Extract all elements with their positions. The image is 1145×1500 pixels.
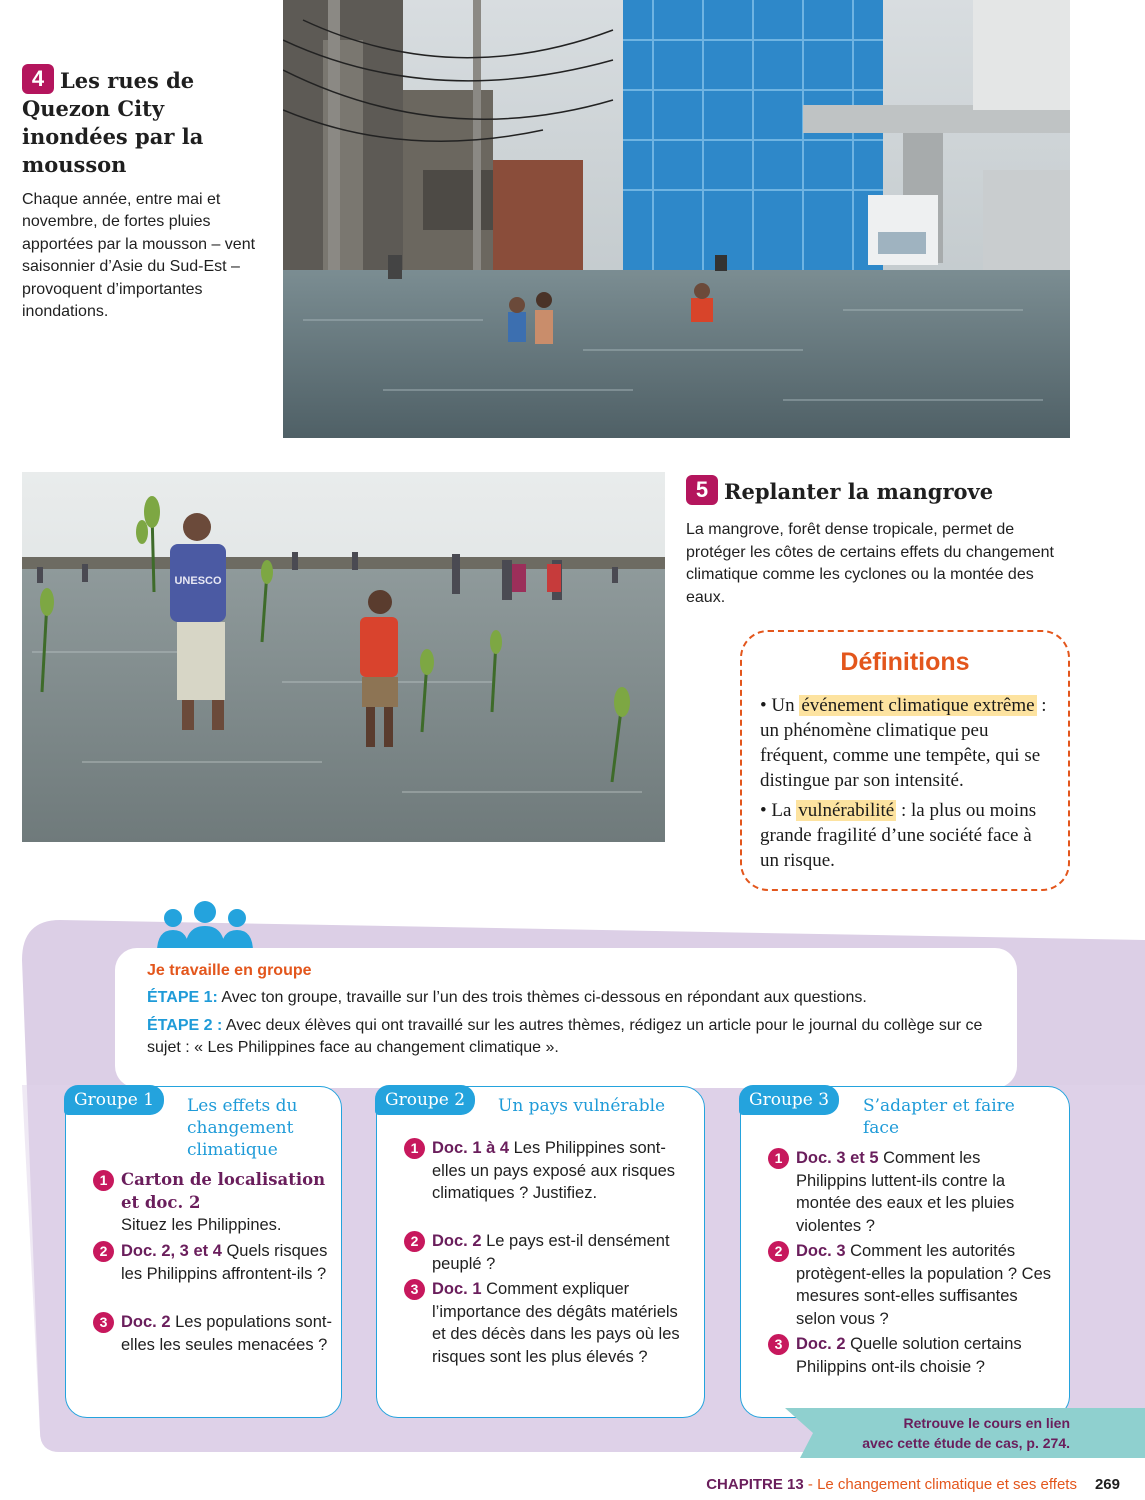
- question-reference: Doc. 2: [796, 1335, 846, 1353]
- group-1-title: Les effets du changement climatique: [187, 1096, 298, 1160]
- question-reference: Doc. 2: [121, 1313, 171, 1331]
- question-number: 1: [768, 1148, 789, 1169]
- question-text: Comment les autorités protègent-elles la population ? Ces mesures sont-elles suffisantes selon vous ?: [796, 1242, 1052, 1328]
- question-text: Comment les Philippins luttent-ils contre la montée des eaux et les pluies violentes ?: [796, 1149, 1015, 1235]
- group-1-tab: Groupe 1: [64, 1085, 164, 1115]
- footer-topic: Le changement climatique et ses effets: [817, 1476, 1077, 1493]
- page-footer: [600, 1476, 1120, 1493]
- question-number: 3: [93, 1312, 114, 1333]
- doc5-caption: [686, 475, 1066, 609]
- question-reference: Doc. 1 à 4: [432, 1139, 510, 1157]
- definition-text: : la plus ou moins grande fragilité d’une société face à un risque.: [760, 800, 1037, 871]
- doc5-title: Replanter la mangrove: [724, 479, 994, 504]
- flood-photo: [283, 0, 1070, 438]
- question-reference: Doc. 3: [796, 1242, 846, 1260]
- definition-item: [760, 798, 1050, 873]
- definitions-title: Définitions: [840, 648, 970, 676]
- question-reference: Doc. 2, 3 et 4: [121, 1242, 222, 1260]
- doc4-caption: [22, 64, 272, 323]
- group-2-question-1: [410, 1137, 682, 1205]
- question-number: 2: [93, 1241, 114, 1262]
- group-people-icon: [155, 900, 255, 952]
- definition-item: [760, 693, 1050, 793]
- definition-term: événement climatique extrême: [801, 695, 1035, 716]
- group-3-question-1: [774, 1147, 1051, 1237]
- step-1: [147, 987, 987, 1009]
- question-reference: Doc. 2: [432, 1232, 482, 1250]
- group-2-question-3: [410, 1278, 682, 1368]
- question-reference: Doc. 1: [432, 1280, 482, 1298]
- doc5-number-badge: 5: [686, 475, 718, 505]
- group-2-tab: Groupe 2: [375, 1085, 475, 1115]
- group-2-card: [376, 1086, 705, 1418]
- course-link-text[interactable]: [800, 1413, 1070, 1453]
- group-2-question-2: [410, 1230, 682, 1275]
- question-number: 3: [768, 1334, 789, 1355]
- definitions-box: [740, 630, 1070, 891]
- doc4-number-badge: 4: [22, 64, 54, 94]
- group-2-title: Un pays vulnérable: [498, 1096, 666, 1116]
- group-3-tab: Groupe 3: [739, 1085, 839, 1115]
- group-3-title: S’adapter et faire face: [863, 1096, 1015, 1138]
- group-3-question-2: [774, 1240, 1052, 1330]
- group-instructions: [115, 948, 1017, 1088]
- group-work-title: Je travaille en groupe: [147, 962, 312, 979]
- question-text: Comment expliquer l’importance des dégâts matériels et des décès dans les pays où les risques sont les plus élevés ?: [432, 1280, 680, 1366]
- group-1-question-3: [99, 1311, 336, 1356]
- question-text: Les populations sont-elles les seules menacées ?: [121, 1313, 332, 1354]
- step-2-text: Avec deux élèves qui ont travaillé sur les autres thèmes, rédigez un article pour le journal du collège sur ce sujet : « Les Philippines face au changement climatique ».: [147, 1017, 983, 1056]
- question-number: 1: [404, 1138, 425, 1159]
- footer-separator: -: [803, 1476, 818, 1493]
- doc5-text: La mangrove, forêt dense tropicale, permet de protéger les côtes de certains effets du changement climatique comme les cyclones ou la montée des eaux.: [686, 521, 1054, 606]
- definition-prefix: • La: [760, 800, 797, 821]
- question-number: 2: [404, 1231, 425, 1252]
- question-number: 1: [93, 1170, 114, 1191]
- group-1-question-2: [99, 1240, 336, 1285]
- question-text: Quels risques les Philippins affrontent-ils ?: [121, 1242, 328, 1283]
- course-link-line-1: Retrouve le cours en lien: [903, 1415, 1070, 1431]
- group-1-card: [65, 1086, 342, 1418]
- definition-text: : un phénomène climatique peu fréquent, comme une tempête, qui se distingue par son intensité.: [760, 695, 1047, 791]
- doc4-title: Les rues de Quezon City inondées par la mousson: [22, 68, 204, 177]
- mangrove-photo: [22, 472, 665, 842]
- step-1-label: ÉTAPE 1:: [147, 989, 218, 1006]
- question-text: Les Philippines sont-elles un pays exposé aux risques climatiques ? Justifiez.: [432, 1139, 676, 1202]
- question-number: 2: [768, 1241, 789, 1262]
- unesco-shirt-text: UNESCO: [174, 575, 222, 587]
- question-reference: Doc. 3 et 5: [796, 1149, 879, 1167]
- question-reference: Carton de localisation et doc. 2: [121, 1170, 326, 1212]
- step-1-text: Avec ton groupe, travaille sur l’un des trois thèmes ci-dessous en répondant aux questions.: [217, 989, 867, 1006]
- group-3-question-3: [774, 1333, 1051, 1378]
- step-2-label: ÉTAPE 2 :: [147, 1017, 223, 1034]
- group-1-question-1: [99, 1169, 336, 1237]
- doc4-text: Chaque année, entre mai et novembre, de fortes pluies apportées par la mousson – vent saisonnier d’Asie du Sud-Est – provoquent d’importantes inondations.: [22, 191, 256, 321]
- question-text: Situez les Philippines.: [121, 1216, 282, 1234]
- page-number: 269: [1094, 1476, 1120, 1493]
- question-number: 3: [404, 1279, 425, 1300]
- step-2: [147, 1015, 987, 1059]
- definition-prefix: • Un: [760, 695, 800, 716]
- definition-term: vulnérabilité: [798, 800, 895, 821]
- course-link-line-2: avec cette étude de cas, p. 274.: [862, 1435, 1070, 1451]
- question-text: Le pays est-il densément peuplé ?: [432, 1232, 670, 1273]
- footer-chapter: CHAPITRE 13: [706, 1476, 804, 1493]
- question-text: Quelle solution certains Philippins ont-ils choisie ?: [796, 1335, 1022, 1376]
- group-3-card: [740, 1086, 1070, 1418]
